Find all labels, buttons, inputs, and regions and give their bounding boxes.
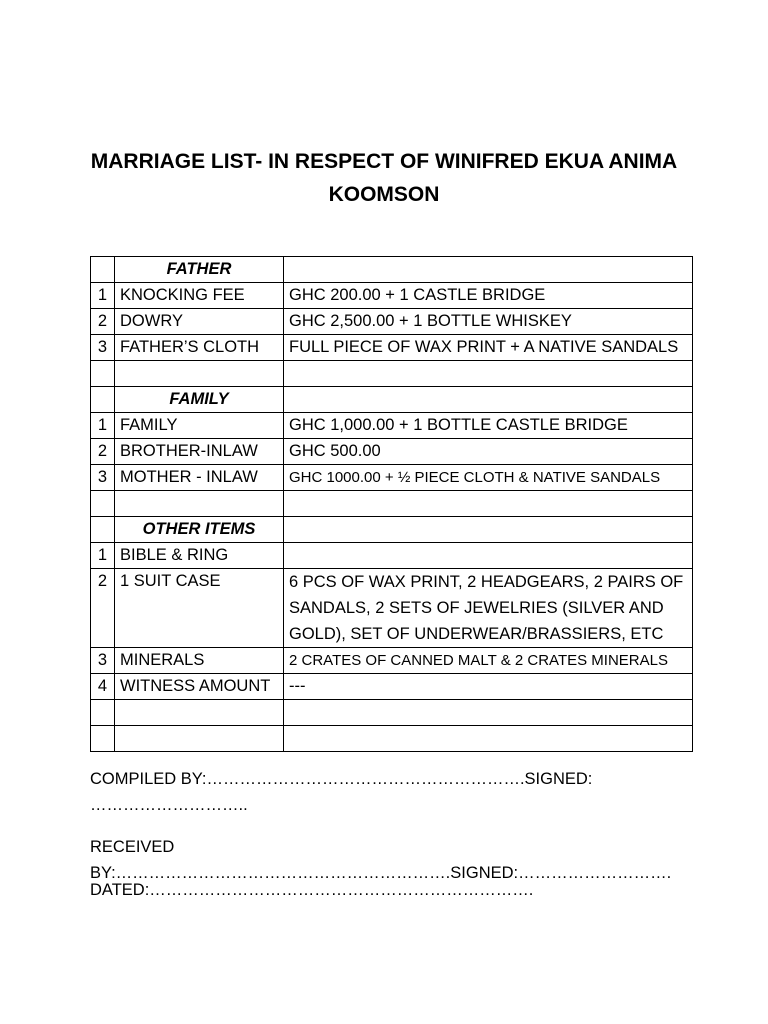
item-description: FULL PIECE OF WAX PRINT + A NATIVE SANDALS xyxy=(284,335,693,361)
page-title xyxy=(60,145,708,211)
item-description xyxy=(284,726,693,752)
table-row xyxy=(91,726,693,752)
item-name xyxy=(115,726,284,752)
item-name: BIBLE & RING xyxy=(115,543,284,569)
item-description: GHC 500.00 xyxy=(284,439,693,465)
row-number xyxy=(91,491,115,517)
item-description xyxy=(284,543,693,569)
row-number: 2 xyxy=(91,309,115,335)
item-name: MOTHER - INLAW xyxy=(115,465,284,491)
item-name xyxy=(115,700,284,726)
section-title: FAMILY xyxy=(115,387,284,413)
item-name: 1 SUIT CASE xyxy=(115,569,284,648)
section-title: OTHER ITEMS xyxy=(115,517,284,543)
page-title-line-2: KOOMSON xyxy=(328,183,440,206)
table-row xyxy=(91,309,693,335)
table-row xyxy=(91,569,693,648)
row-number: 3 xyxy=(91,335,115,361)
received-by-line: RECEIVED BY:…………………………………………………….SIGNED:………………………. xyxy=(90,838,672,882)
item-description: GHC 2,500.00 + 1 BOTTLE WHISKEY xyxy=(284,309,693,335)
item-name: KNOCKING FEE xyxy=(115,283,284,309)
row-number: 1 xyxy=(91,413,115,439)
row-number: 1 xyxy=(91,543,115,569)
table-row xyxy=(91,439,693,465)
item-description xyxy=(284,700,693,726)
item-description: GHC 1000.00 + ½ PIECE CLOTH & NATIVE SANDALS xyxy=(284,465,693,491)
section-title: FATHER xyxy=(115,257,284,283)
table-row xyxy=(91,465,693,491)
item-name: BROTHER-INLAW xyxy=(115,439,284,465)
row-number: 3 xyxy=(91,465,115,491)
row-number xyxy=(91,361,115,387)
marriage-list-table xyxy=(90,256,693,752)
item-description xyxy=(284,387,693,413)
row-number xyxy=(91,700,115,726)
row-number xyxy=(91,726,115,752)
page-title-line-1: MARRIAGE LIST- IN RESPECT OF WINIFRED EKUA ANIMA xyxy=(90,150,678,173)
row-number: 2 xyxy=(91,439,115,465)
table-row xyxy=(91,283,693,309)
item-name xyxy=(115,491,284,517)
section-header-row xyxy=(91,517,693,543)
item-description: --- xyxy=(284,674,693,700)
table-row xyxy=(91,648,693,674)
table-row xyxy=(91,491,693,517)
table-row xyxy=(91,700,693,726)
row-number: 4 xyxy=(91,674,115,700)
item-name: FAMILY xyxy=(115,413,284,439)
compiled-by-line: COMPILED BY:………………………………………………….SIGNED: ……………………….. xyxy=(90,770,593,814)
item-description: 2 CRATES OF CANNED MALT & 2 CRATES MINERALS xyxy=(284,648,693,674)
item-name: MINERALS xyxy=(115,648,284,674)
section-header-row xyxy=(91,387,693,413)
row-number: 1 xyxy=(91,283,115,309)
item-description xyxy=(284,491,693,517)
table-row xyxy=(91,543,693,569)
table-row xyxy=(91,361,693,387)
table-row xyxy=(91,335,693,361)
item-description xyxy=(284,257,693,283)
table-row xyxy=(91,413,693,439)
item-description: GHC 1,000.00 + 1 BOTTLE CASTLE BRIDGE xyxy=(284,413,693,439)
row-number: 2 xyxy=(91,569,115,648)
table-row xyxy=(91,674,693,700)
item-description: 6 PCS OF WAX PRINT, 2 HEADGEARS, 2 PAIRS OF SANDALS, 2 SETS OF JEWELRIES (SILVER AND GOLD), SET OF UNDERWEAR/BRASSIERS, ETC xyxy=(284,569,693,648)
item-name: FATHER’S CLOTH xyxy=(115,335,284,361)
marriage-list-body xyxy=(91,257,693,752)
item-name: WITNESS AMOUNT xyxy=(115,674,284,700)
item-description xyxy=(284,517,693,543)
dated-line: DATED:……………………………………………………………. xyxy=(90,881,534,899)
section-header-row xyxy=(91,257,693,283)
row-number: 3 xyxy=(91,648,115,674)
item-description xyxy=(284,361,693,387)
item-description: GHC 200.00 + 1 CASTLE BRIDGE xyxy=(284,283,693,309)
row-number xyxy=(91,387,115,413)
row-number xyxy=(91,517,115,543)
item-name xyxy=(115,361,284,387)
row-number xyxy=(91,257,115,283)
item-name: DOWRY xyxy=(115,309,284,335)
